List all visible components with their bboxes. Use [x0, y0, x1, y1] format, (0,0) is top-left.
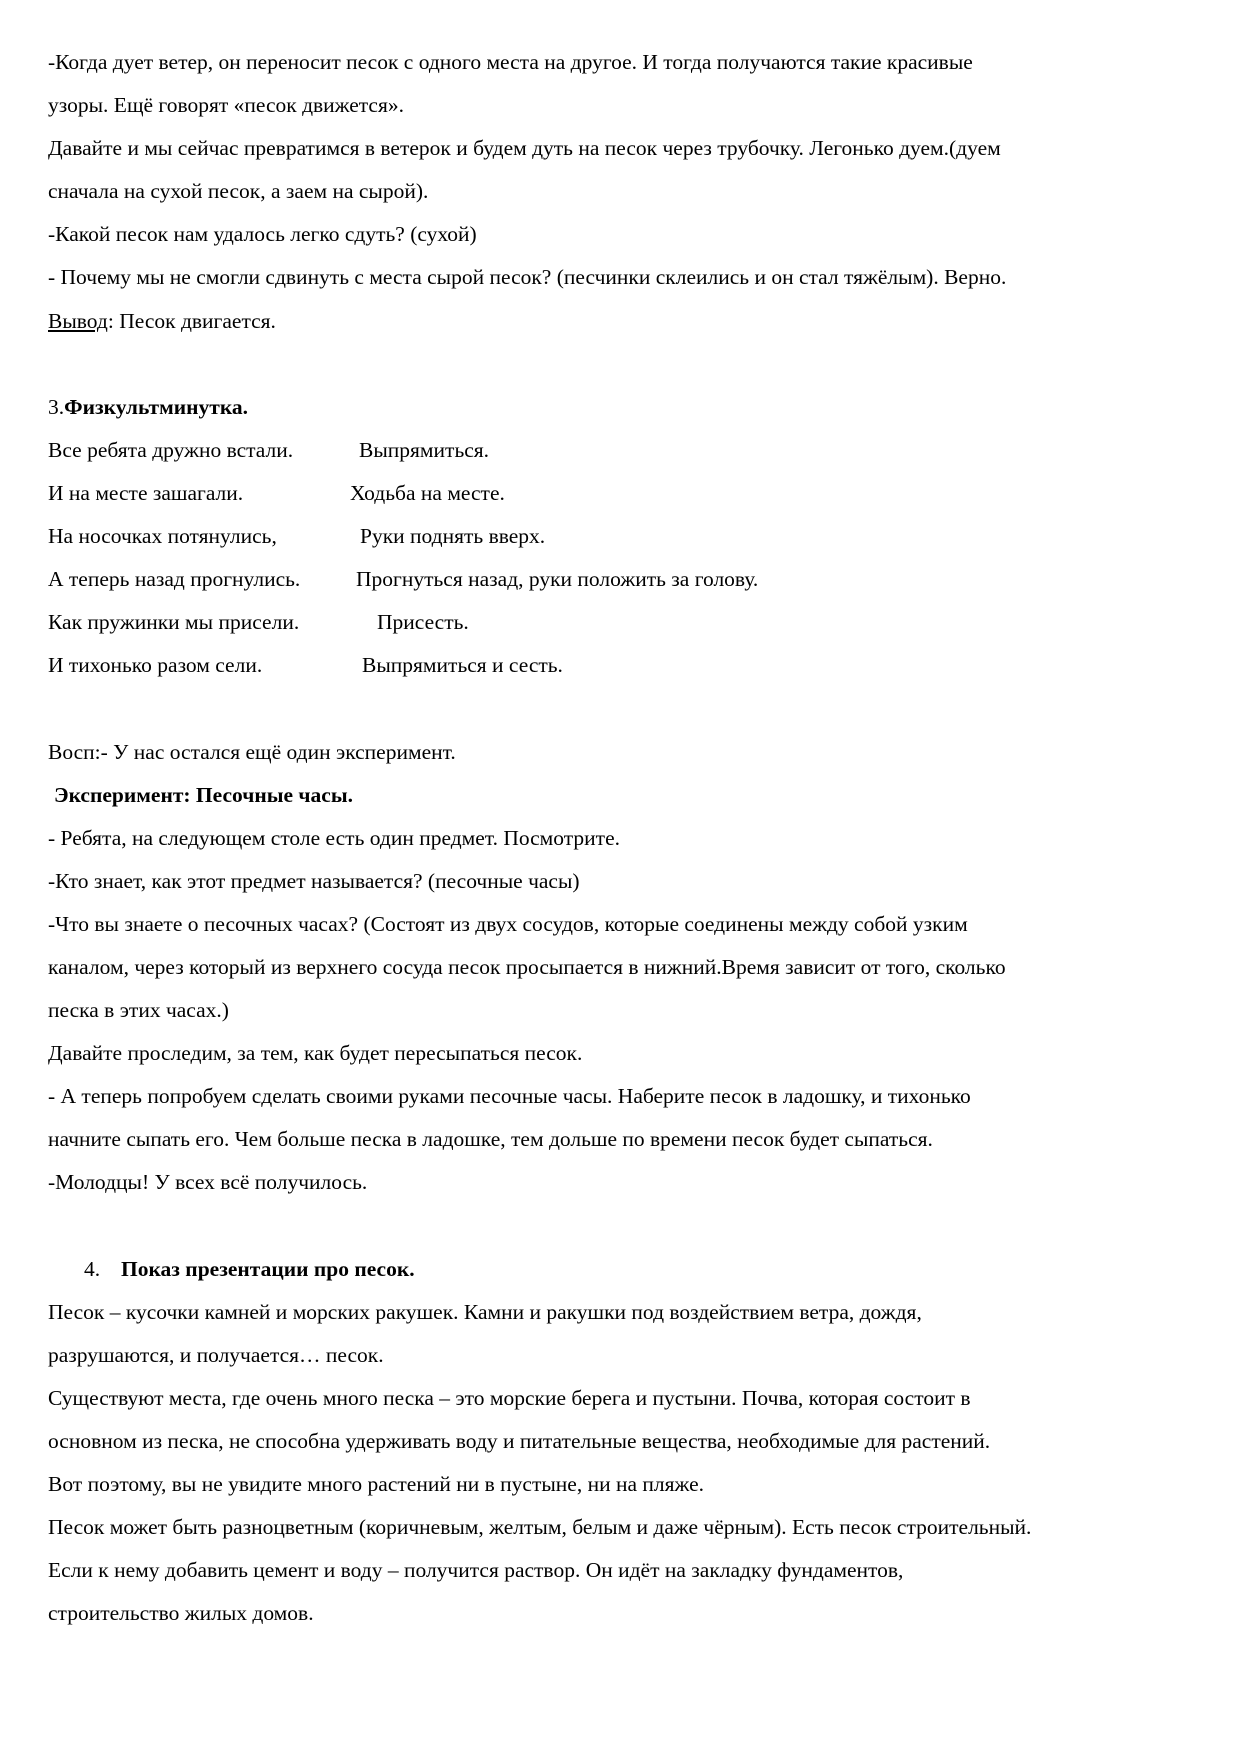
action: Выпрямиться и сесть. — [362, 653, 563, 678]
paragraph-line: песка в этих часах.) — [48, 998, 229, 1023]
exercise-row — [48, 644, 1208, 687]
paragraph-line: Существуют места, где очень много песка – это морские берега и пустыни. Почва, которая состоит в — [48, 1385, 971, 1410]
experiment-title: Эксперимент: Песочные часы. — [54, 782, 353, 807]
action: Руки поднять вверх. — [360, 524, 546, 549]
experiment-intro: Восп:- У нас остался ещё один эксперимент. — [48, 739, 456, 764]
paragraph-line: -Когда дует ветер, он переносит песок с одного места на другое. И тогда получаются такие красивые — [48, 50, 973, 74]
paragraph-line: -Какой песок нам удалось легко сдуть? (сухой) — [48, 222, 477, 247]
conclusion-line — [48, 300, 1208, 343]
section-title: Физкультминутка. — [64, 394, 249, 419]
paragraph-line: -Что вы знаете о песочных часах? (Состоят из двух сосудов, которые соединены между собой узким — [48, 911, 968, 936]
paragraph-line: Песок – кусочки камней и морских ракушек. Камни и ракушки под воздействием ветра, дождя, — [48, 1299, 922, 1324]
verse: А теперь назад прогнулись. — [48, 567, 301, 592]
paragraph-line: каналом, через который из верхнего сосуда песок просыпается в нижний.Время зависит от того, сколько — [48, 954, 1006, 979]
paragraph-line: строительство жилых домов. — [48, 1601, 314, 1626]
exercise-row — [48, 601, 1208, 644]
section-number: 4. — [84, 1256, 101, 1281]
exercise-row — [48, 472, 1208, 515]
section-heading — [48, 1248, 1208, 1291]
exercise-row — [48, 429, 1208, 472]
section-heading — [48, 386, 1208, 429]
action: Ходьба на месте. — [350, 480, 505, 505]
conclusion-text: : Песок двигается. — [107, 308, 276, 333]
paragraph-line: узоры. Ещё говорят «песок движется». — [48, 93, 404, 118]
paragraph-line: сначала на сухой песок, а заем на сырой). — [48, 179, 429, 204]
paragraph-line: -Кто знает, как этот предмет называется? (песочные часы) — [48, 868, 580, 893]
verse: Все ребята дружно встали. — [48, 437, 294, 462]
paragraph-line: основном из песка, не способна удерживать воду и питательные вещества, необходимые для растений. — [48, 1429, 991, 1453]
action: Прогнуться назад, руки положить за голову. — [356, 567, 759, 592]
paragraph-line: Песок может быть разноцветным (коричневым, желтым, белым и даже чёрным). Есть песок строительный. — [48, 1515, 1032, 1540]
blank-line — [48, 343, 1208, 386]
verse: На носочках потянулись, — [48, 524, 277, 549]
exercise-row — [48, 558, 1208, 601]
exercise-row — [48, 515, 1208, 558]
document-page — [48, 41, 1208, 1635]
paragraph-line: - Почему мы не смогли сдвинуть с места сырой песок? (песчинки склеились и он стал тяжёлым). Верно. — [48, 265, 1007, 290]
paragraph-line: Давайте проследим, за тем, как будет пересыпаться песок. — [48, 1041, 583, 1066]
section-number: 3. — [48, 394, 65, 419]
blank-line — [48, 687, 1208, 730]
paragraph-line: - Ребята, на следующем столе есть один предмет. Посмотрите. — [48, 825, 620, 850]
paragraph-line: разрушаются, и получается… песок. — [48, 1342, 384, 1367]
action: Выпрямиться. — [359, 437, 490, 462]
verse: И на месте зашагали. — [48, 480, 244, 505]
section-title: Показ презентации про песок. — [121, 1256, 415, 1281]
paragraph-line: Вот поэтому, вы не увидите много растений ни в пустыне, ни на пляже. — [48, 1472, 705, 1497]
conclusion-label: Вывод — [48, 308, 108, 333]
paragraph-line: -Молодцы! У всех всё получилось. — [48, 1170, 368, 1195]
blank-line — [48, 1205, 1208, 1248]
action: Присесть. — [377, 610, 469, 635]
verse: Как пружинки мы присели. — [48, 610, 300, 635]
paragraph-line: Давайте и мы сейчас превратимся в ветерок и будем дуть на песок через трубочку. Легонько дуем.(дуем — [48, 136, 1001, 161]
paragraph-line: начните сыпать его. Чем больше песка в ладошке, тем дольше по времени песок будет сыпаться. — [48, 1127, 933, 1152]
paragraph-line: - А теперь попробуем сделать своими руками песочные часы. Наберите песок в ладошку, и тихонько — [48, 1084, 971, 1109]
paragraph-line: Если к нему добавить цемент и воду – получится раствор. Он идёт на закладку фундаментов, — [48, 1558, 904, 1583]
verse: И тихонько разом сели. — [48, 653, 263, 678]
